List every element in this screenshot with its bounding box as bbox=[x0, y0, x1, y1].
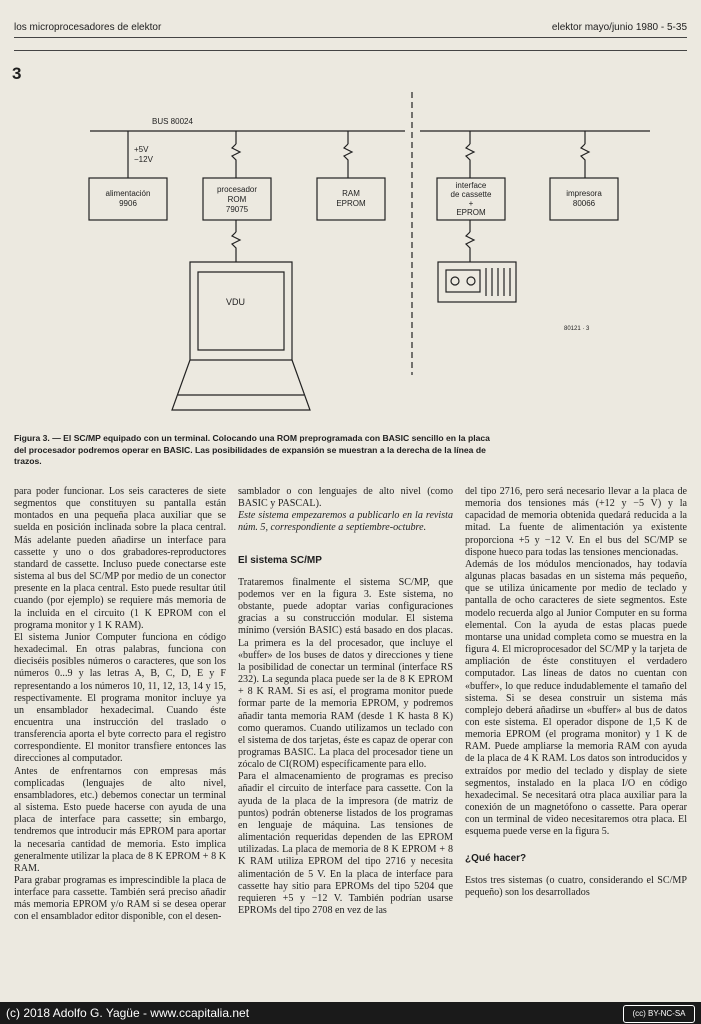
vdu-monitor bbox=[190, 262, 292, 360]
cc-license-badge: (cc) BY-NC-SA bbox=[623, 1005, 695, 1023]
running-header-right: elektor mayo/junio 1980 - 5-35 bbox=[551, 22, 687, 33]
vdu-keyboard bbox=[172, 360, 310, 410]
cassette-label-2: de cassette bbox=[450, 190, 492, 199]
bus-label: BUS 80024 bbox=[152, 117, 193, 126]
paragraph: Para el almacenamiento de programas es preciso añadir el circuito de interface para cassette. Con la ayuda de la placa de la impresora (de matriz de puntos) podrán obtenerse listados de los programas en lenguaje de máquina. Las tensiones de alimentación requeridas dependen de las EPROM utilizadas. La placa de memoria de 8 K EPROM + 8 K RAM utiliza EPROM del tipo 2716 y necesita alimentación de 5 V. En la placa de interface para cassette hay sitio para EPROMs del tipo 5204 que requieren +5 y −12 V. También podrían usarse EPROMs del tipo 2708 en vez de las bbox=[238, 771, 453, 916]
paragraph: Antes de enfrentarnos con empresas más complicadas (lenguajes de alto nivel, ensambladores, etc.) debemos conectar un terminal al sistema. Esto puede hacerse con ayuda de una placa de interface para cassette; sin embargo, tendremos que introducir más EPROM para aportar la necesaria cantidad de memoria. Esto implica generalmente utilizar la placa de 8 K EPROM + 8 K RAM. bbox=[14, 765, 226, 874]
cassette-label-1: interface bbox=[455, 181, 487, 190]
cpu-label: procesador bbox=[216, 185, 258, 194]
copyright-footer bbox=[0, 1002, 701, 1024]
header-rule-2 bbox=[14, 50, 687, 51]
figure-3-diagram bbox=[0, 80, 701, 425]
paragraph: Estos tres sistemas (o cuatro, considerando el SC/MP pequeño) son los desarrollados bbox=[465, 874, 687, 898]
paragraph: El sistema Junior Computer funciona en código hexadecimal. En otras palabras, funciona con dieciséis posibles números o caracteres, que son los números 0...9 y las letras A, B, C, D, E y F representando a los números 10, 11, 12, 13, 14 y 15, respectivamente. El programa monitor incluye ya un ensamblador hexadecimal. Cuando éste encuentra una instrucción del traslado o transferencia aporta el byte correcto para el registro correspondiente. El monitor transfiere entonces las direcciones al computador. bbox=[14, 631, 226, 765]
cpu-code: 79075 bbox=[225, 205, 249, 214]
vdu-screen bbox=[198, 272, 284, 350]
paragraph: samblador o con lenguajes de alto nivel (como BASIC y PASCAL). bbox=[238, 486, 453, 510]
cpu-rom: ROM bbox=[227, 195, 247, 204]
ram-label: RAM bbox=[342, 189, 360, 198]
figure-number: 3 bbox=[12, 64, 22, 83]
voltage-label-5v: +5V bbox=[134, 145, 149, 154]
power-label: alimentación bbox=[105, 189, 151, 198]
paragraph: Trataremos finalmente el sistema SC/MP, que podemos ver en la figura 3. Este sistema, no obstante, puede adoptar varias configuraciones gracias a su construcción modular. El sistema mínimo (versión BASIC) está basado en dos placas. La primera es la del procesador, que incluye el «buffer» de los buses de datos y direcciones y tiene la posibilidad de conectar un terminal (interface RS 232). La segunda placa puede ser la de 8 K EPROM + 8 K RAM. Si es así, el programa monitor puede formar parte de la memoria EPROM, y podremos añadir tanta memoria RAM (desde 1 K hasta 8 K) como queramos. Cuando utilizamos un teclado con el sistema de dos tarjetas, éste es capaz de operar con programas BASIC. La placa del procesador tiene un zócalo de CI(ROM) específicamente para ello. bbox=[238, 576, 453, 771]
power-code: 9906 bbox=[119, 199, 137, 208]
copyright-text: (c) 2018 Adolfo G. Yagüe - www.ccapitalia.net bbox=[6, 1006, 250, 1020]
column-3 bbox=[465, 486, 687, 899]
paragraph: Para grabar programas es imprescindible la placa de interface para cassette. También será preciso añadir más memoria EPROM y/o RAM si se desea operar con el ensamblador editor disponible, con el desen- bbox=[14, 875, 226, 923]
column-1 bbox=[14, 486, 226, 924]
voltage-label-12v: −12V bbox=[134, 155, 153, 164]
eprom-label: EPROM bbox=[336, 199, 366, 208]
cassette-label-3: + bbox=[468, 199, 474, 208]
header-rule bbox=[14, 37, 687, 38]
printer-code: 80066 bbox=[572, 199, 596, 208]
column-2 bbox=[238, 486, 453, 917]
paragraph: Además de los módulos mencionados, hay todavía algunas placas basadas en un sistema más pequeño, que se utiliza únicamente por medio de teclado y pantalla de ocho caracteres de siete segmentos. Este modelo recuerda algo al Junior Computer en su forma elemental. Con la ayuda de estas placas puede montarse una unidad completa como se muestra en la figura 4. El microprocesador del SC/MP y la tarjeta de ampliación de éste constituyen el verdadero computador. Las líneas de datos no cuentan con «buffer», lo que reduce indudablemente el tamaño del sistema. Si se desea construir un sistema más complejo deberá añadirse un «buffer» al bus de datos con este sistema. El operador dispone de 1,5 K de memoria EPROM (el programa monitor) y 1 K de RAM. Puede ampliarse la memoria RAM con ayuda de la placa de 4 K RAM. Los datos son introducidos y extraídos por medio del teclado y display de siete segmentos, instalado en la placa I/O en código hexadecimal. Se necesitará otra placa auxiliar para la conexión de un magnetófono o cassette. Para operar con un terminal de video necesitaremos otra placa. El esquema puede verse en la figura 5. bbox=[465, 558, 687, 838]
paragraph-italic: Este sistema empezaremos a publicarlo en la revista núm. 5, correspondiente a septiembre-octubre. bbox=[238, 510, 453, 534]
running-header-left: los microprocesadores de elektor bbox=[14, 22, 162, 33]
section-heading: El sistema SC/MP bbox=[238, 554, 322, 566]
paragraph: para poder funcionar. Los seis caracteres de siete segmentos que constituyen su pantalla están montados en una pequeña placa auxiliar que se suelda en posición inclinada sobre la placa central. Más adelante pueden añadirse un interface para cassette y uno o dos grabadores-reproductores standard de cassette. Incluso puede conectarse este sistema al bus del SC/MP por medio de un conector presente en la placa central. Esto puede resultar útil cuando (por ejemplo) se requiere más memoria de la incluida en el circuito (1 K EPROM con el programa monitor y 1 K RAM). bbox=[14, 486, 226, 631]
figure-caption: Figura 3. — El SC/MP equipado con un terminal. Colocando una ROM preprogramada con BASIC sencillo en la placa del procesador podremos operar en BASIC. Las posibilidades de expansión se muestran a la derecha de la línea de trazos. bbox=[14, 433, 490, 466]
figure-code: 80121 · 3 bbox=[564, 326, 590, 332]
printer-label: impresora bbox=[566, 189, 602, 198]
vdu-label: VDU bbox=[226, 297, 246, 307]
section-heading: ¿Qué hacer? bbox=[465, 852, 527, 864]
paragraph: del tipo 2716, pero será necesario llevar a la placa de memoria dos tensiones más (+12 y −5 V) y la capacidad de memoria obtenida quedará reducida a la mitad. La fuente de alimentación ya existente proporciona +5 y −12 V. En el bus del SC/MP se dispone hueco para todas las tensiones mencionadas. bbox=[465, 486, 687, 558]
cassette-label-4: EPROM bbox=[456, 208, 486, 217]
